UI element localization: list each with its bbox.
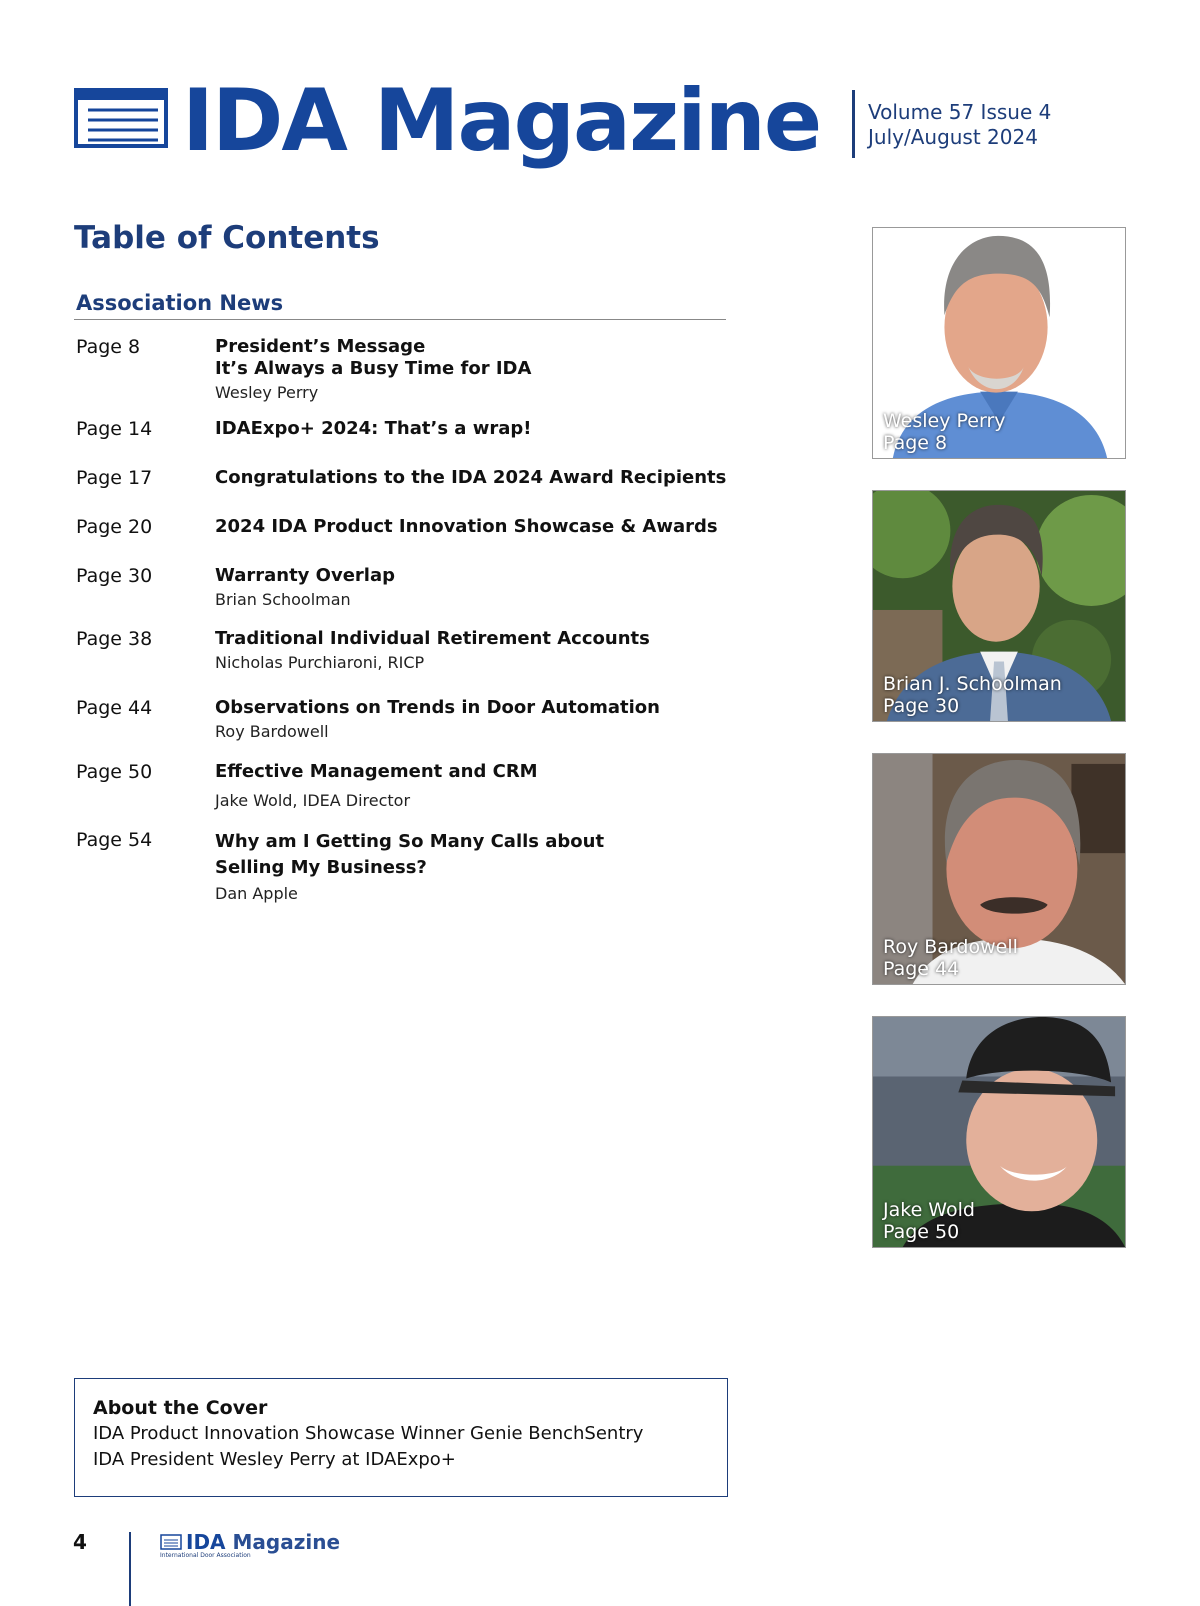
footer-logo-text [186, 1530, 340, 1554]
garage-door-icon [160, 1534, 182, 1550]
toc-article-author: Nicholas Purchiaroni, RICP [215, 653, 425, 672]
toc-page-number: Page 50 [76, 761, 153, 783]
volume-issue: Volume 57 Issue 4 [868, 100, 1052, 124]
toc-page-number: Page 30 [76, 565, 153, 587]
photo-caption [883, 936, 1018, 980]
toc-article-author: Roy Bardowell [215, 722, 329, 741]
photo-caption-page: Page 30 [883, 695, 960, 717]
photo-roy-bardowell[interactable] [872, 753, 1126, 985]
about-the-cover-box [74, 1378, 728, 1497]
toc-article-author: Dan Apple [215, 884, 298, 903]
footer-logo [160, 1530, 360, 1560]
masthead-divider [852, 90, 855, 158]
toc-article-title[interactable]: President’s Message [215, 336, 426, 357]
photo-caption [883, 1199, 975, 1243]
section-divider [74, 319, 726, 320]
masthead-logo [74, 72, 1074, 182]
footer-logo-ida: IDA [186, 1530, 226, 1554]
toc-article-subtitle: It’s Always a Busy Time for IDA [215, 358, 532, 379]
issue-date: July/August 2024 [868, 125, 1038, 149]
toc-article-title[interactable]: 2024 IDA Product Innovation Showcase & Awards [215, 516, 718, 537]
toc-article-title[interactable]: Congratulations to the IDA 2024 Award Recipients [215, 467, 727, 488]
photo-wesley-perry[interactable] [872, 227, 1126, 459]
toc-article-author: Brian Schoolman [215, 590, 351, 609]
toc-page-number: Page 17 [76, 467, 153, 489]
toc-page-number: Page 54 [76, 829, 153, 851]
issue-info [868, 100, 1051, 150]
about-cover-line: IDA Product Innovation Showcase Winner Genie BenchSentry [93, 1423, 644, 1444]
toc-article-title[interactable]: Warranty Overlap [215, 565, 395, 586]
footer-divider [129, 1532, 131, 1606]
photo-jake-wold[interactable] [872, 1016, 1126, 1248]
photo-caption-name: Brian J. Schoolman [883, 673, 1062, 695]
toc-page-number: Page 14 [76, 418, 153, 440]
toc-page-number: Page 38 [76, 628, 153, 650]
toc-page-number: Page 20 [76, 516, 153, 538]
toc-article-subtitle: Selling My Business? [215, 857, 427, 878]
magazine-logo-text: IDA Magazine [182, 71, 821, 171]
garage-door-icon [74, 88, 168, 148]
toc-article-title[interactable]: Effective Management and CRM [215, 761, 538, 782]
toc-article-title[interactable]: Traditional Individual Retirement Accounts [215, 628, 650, 649]
toc-article-title[interactable]: Observations on Trends in Door Automation [215, 697, 660, 718]
toc-page-number: Page 8 [76, 336, 141, 358]
page-number: 4 [73, 1530, 87, 1554]
photo-caption [883, 673, 1062, 717]
toc-article-title[interactable]: IDAExpo+ 2024: That’s a wrap! [215, 418, 532, 439]
section-heading: Association News [76, 291, 284, 315]
photo-caption-name: Jake Wold [883, 1199, 975, 1221]
photo-caption-page: Page 50 [883, 1221, 960, 1243]
photo-caption-page: Page 44 [883, 958, 960, 980]
photo-brian-schoolman[interactable] [872, 490, 1126, 722]
toc-title: Table of Contents [74, 220, 380, 256]
photo-caption [883, 410, 1006, 454]
photo-caption-page: Page 8 [883, 432, 948, 454]
toc-page-number: Page 44 [76, 697, 153, 719]
about-cover-line: IDA President Wesley Perry at IDAExpo+ [93, 1449, 456, 1470]
toc-article-author: Jake Wold, IDEA Director [215, 791, 411, 810]
photo-caption-name: Roy Bardowell [883, 936, 1018, 958]
footer-logo-magazine: Magazine [232, 1530, 341, 1554]
about-cover-heading: About the Cover [93, 1397, 268, 1419]
photo-caption-name: Wesley Perry [883, 410, 1006, 432]
toc-article-title[interactable]: Why am I Getting So Many Calls about [215, 831, 605, 852]
footer-logo-subtitle: International Door Association [160, 1552, 251, 1559]
toc-article-author: Wesley Perry [215, 383, 319, 402]
